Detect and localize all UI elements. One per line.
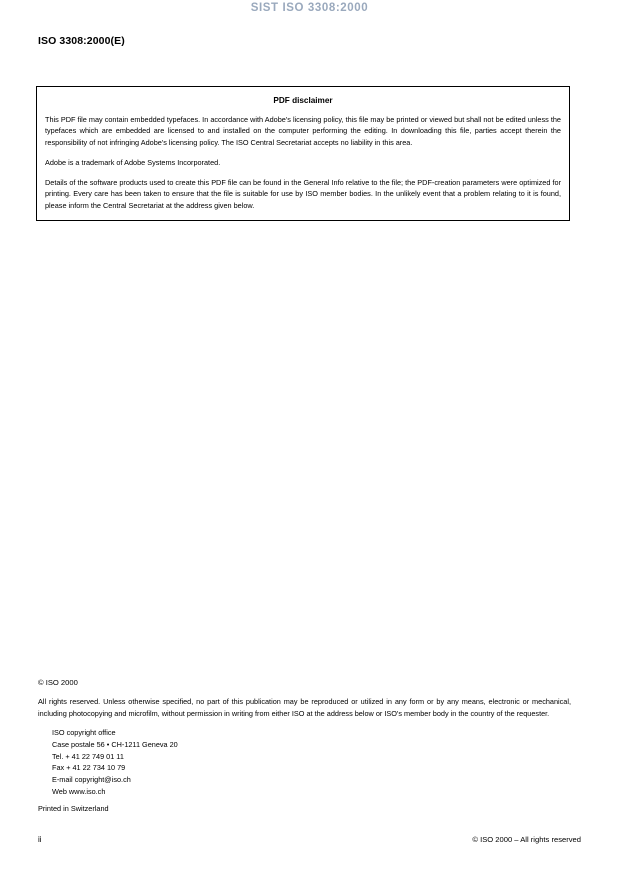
address-line-postal: Case postale 56 • CH-1211 Geneva 20 (52, 739, 178, 749)
pdf-disclaimer-paragraph-3: Details of the software products used to create this PDF file can be found in the General Info relative to the file; the PDF-creation parameters were optimized for printing. Every care has been taken to ensure that the file is suitable for use by ISO member bodies. In the unlikely event that a problem relating to it is found, please inform the Central Secretariat at the address given below. (45, 178, 561, 210)
address-line-tel: Tel. + 41 22 749 01 11 (52, 751, 124, 761)
pdf-disclaimer-box (36, 86, 570, 221)
watermark-standard-reference: SIST ISO 3308:2000 (250, 2, 369, 14)
page-number: ii (38, 835, 42, 844)
all-rights-reserved-text: All rights reserved. Unless otherwise specified, no part of this publication may be reproduced or utilized in any form or by any means, electronic or mechanical, including photocopying and microfilm, without permission in writing from either ISO at the address below or ISO's member body in the country of the requester. (38, 697, 571, 718)
copyright-block (38, 678, 572, 813)
printed-in-text: Printed in Switzerland (38, 803, 109, 813)
copyright-notice: © ISO 2000 (38, 678, 78, 687)
address-line-office: ISO copyright office (52, 728, 116, 738)
address-line-fax: Fax + 41 22 734 10 79 (52, 763, 126, 773)
pdf-disclaimer-paragraph-1: This PDF file may contain embedded typefaces. In accordance with Adobe's licensing policy, this file may be printed or viewed but shall not be edited unless the typefaces which are embedded are licensed to and installed on the computer performing the editing. In downloading this file, parties accept therein the responsibility of not infringing Adobe's licensing policy. The ISO Central Secretariat accepts no liability in this area. (45, 115, 561, 147)
iso-copyright-office-address (52, 727, 572, 798)
footer-rights-reserved: © ISO 2000 – All rights reserved (472, 835, 581, 844)
address-line-email: E-mail copyright@iso.ch (52, 775, 131, 785)
document-number: ISO 3308:2000(E) (38, 35, 125, 47)
address-line-web: Web www.iso.ch (52, 787, 106, 797)
pdf-disclaimer-title: PDF disclaimer (273, 96, 333, 105)
pdf-disclaimer-paragraph-2: Adobe is a trademark of Adobe Systems Incorporated. (45, 157, 221, 167)
